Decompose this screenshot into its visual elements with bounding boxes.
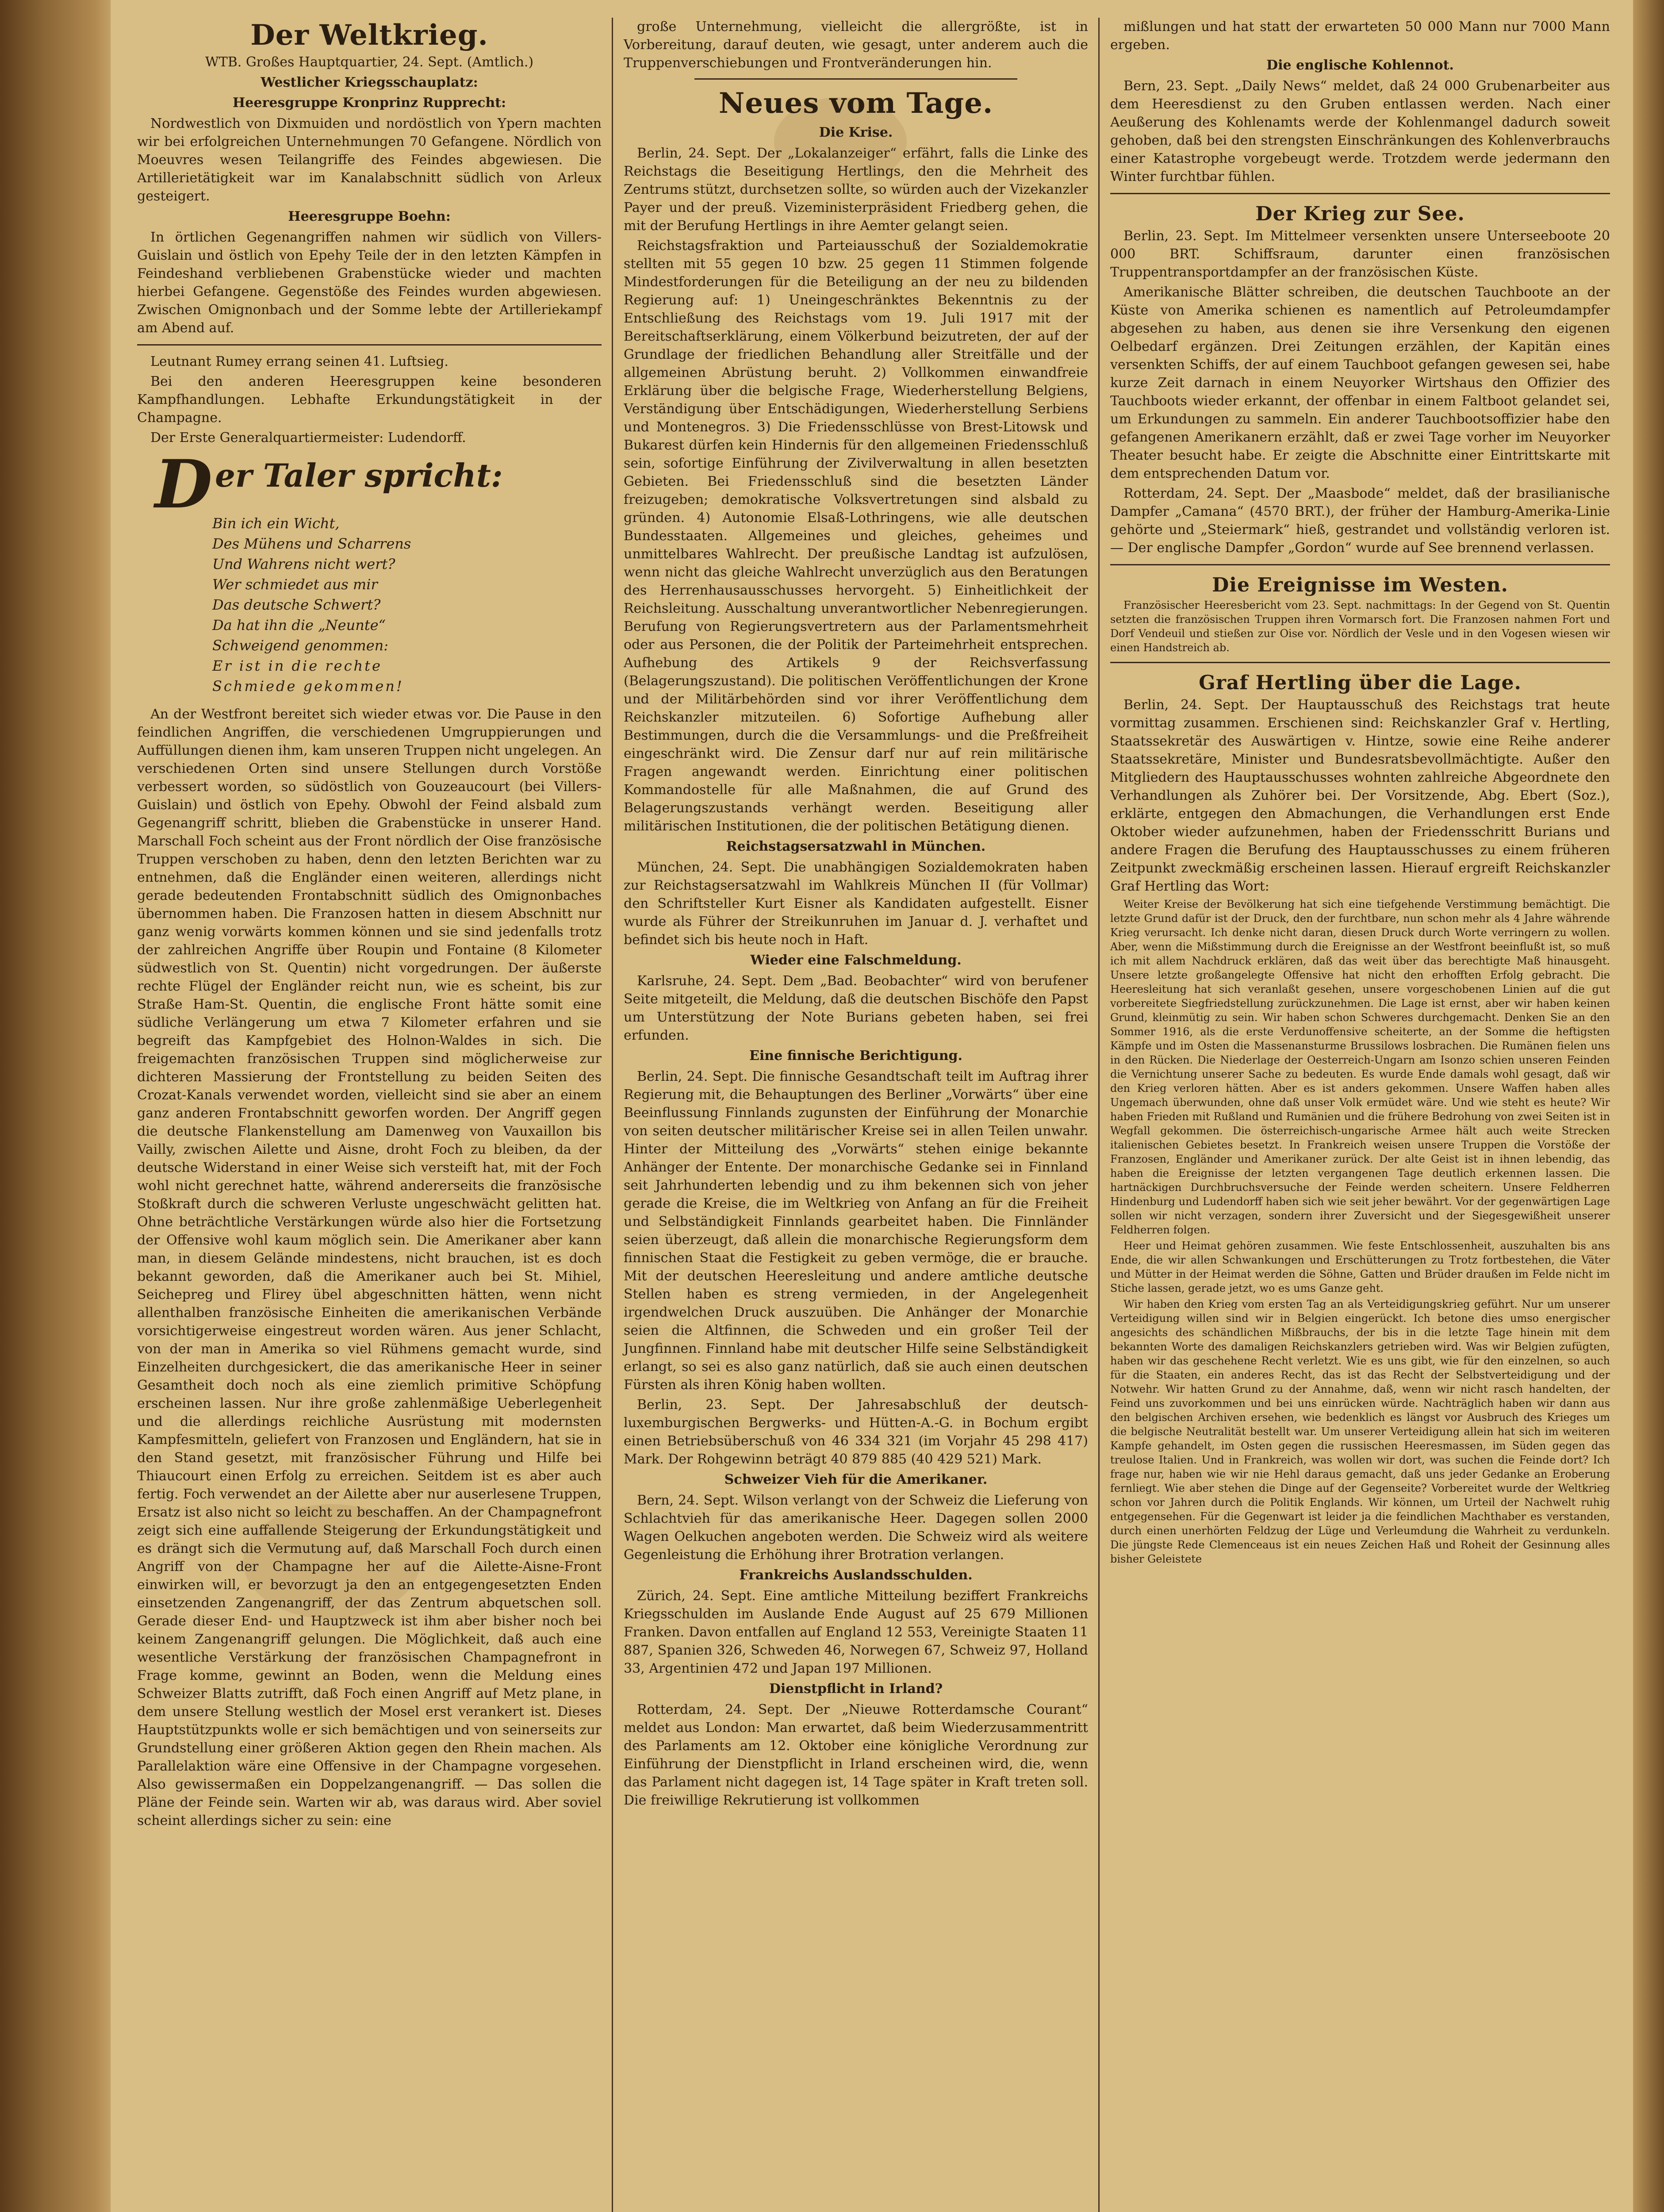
poem-line: Und Wahrens nicht wert?: [212, 556, 395, 572]
wtb-dateline: WTB. Großes Hauptquartier, 24. Sept. (Amtlich.): [205, 54, 534, 70]
subheading-ersatzwahl: Reichstagsersatzwahl in München.: [726, 839, 986, 854]
poem-line: Des Mühens und Scharrens: [212, 535, 411, 552]
poem-line: Er ist in die rechte: [212, 657, 382, 674]
army-group-report: Nordwestlich von Dixmuiden und nordöstlich von Ypern machten wir bei erfolgreichen Unternehmungen 70 Gefangene. Nördlich von Moeuvres wesen Teilangriffe des Feindes abgewiesen. Die Artillerietätigkeit war im Kanalabschnitt südlich von Arleux gesteigert.: [137, 116, 602, 204]
article-french-report: Französischer Heeresbericht vom 23. Sept. nachmittags: In der Gegend von St. Quentin setzten die französischen Truppen ihren Vormarsch fort. Die Franzosen nahmen Fort und Dorf Vendeuil und stießen zur Oise vor. Nördlich der Vesle und in den Vogesen wiesen wir einen Handstreich ab.: [1110, 599, 1610, 654]
article-finnisch: Berlin, 24. Sept. Die finnische Gesandtschaft teilt im Auftrag ihrer Regierung mit, die Behauptungen des Berliner „Vorwärts“ über eine Beeinflussung Finnlands zugunsten der Einführung der Monarchie von seiten deutscher militärischer Kreise sei in allen Teilen unwahr. Hinter der Mitteilung des „Vorwärts“ stehen einige bekannte Anhänger der Entente. Der monarchische Gedanke sei in Finnland seit Jahrhunderten lebendig und zu ihm bekennen sich von jeher gerade die Kreise, die im Weltkrieg von Anfang an für die Freiheit und Selbständigkeit Finnlands gearbeitet haben. Die Finnländer seien überzeugt, daß allein die monarchische Regierungsform dem finnischen Staat die Festigkeit zu geben vermöge, die er brauche. Mit der deutschen Heeresleitung und andere amtliche deutsche Stellen haben es streng vermieden, in der Angelegenheit irgendwelchen Druck auszuüben. Die Anhänger der Monarchie seien die Altfinnen, die Schweden und ein großer Teil der Jungfinnen. Finnland habe mit deutscher Hilfe seine Selbständigkeit erlangt, so sei es also ganz natürlich, daß sie auch einen deutschen Fürsten als ihren König haben wollten.: [624, 1069, 1088, 1393]
section-west: Westlicher Kriegsschauplatz:: [261, 75, 478, 90]
divider: [694, 78, 1017, 80]
army-group-report: In örtlichen Gegenangriffen nahmen wir südlich von Villers-Guislain und östlich von Epehy Teile der in den letzten Kämpfen in Feindeshand verbliebenen Grabenstücke wieder und machten hierbei Gefangene. Gegenstöße des Feindes wurden abgewiesen. Zwischen Omignonbach und der Somme lebte der Artilleriekampf am Abend auf.: [137, 230, 602, 336]
column-2: [615, 18, 1097, 2212]
rumey-note: Leutnant Rumey errang seinen 41. Luftsieg.: [150, 354, 449, 369]
column-rule: [1098, 18, 1100, 2212]
article-see-1: Berlin, 23. Sept. Im Mittelmeer versenkten unsere Unterseeboote 20 000 BRT. Schiffsraum, darunter einen französischen Truppentransportdampfer an der französischen Küste.: [1110, 228, 1610, 280]
poem-line: Schmiede gekommen!: [212, 678, 404, 695]
article-luxemburg: Berlin, 23. Sept. Der Jahresabschluß der deutsch-luxemburgischen Bergwerks- und Hütten-A.-G. in Bochum ergibt einen Betriebsüberschuß von 46 334 321 (im Vorjahr 45 298 417) Mark. Der Rohgewinn beträgt 40 879 885 (40 429 521) Mark.: [624, 1397, 1088, 1467]
army-group-heading: Heeresgruppe Kronprinz Rupprecht:: [232, 95, 506, 111]
other-groups-note: Bei den anderen Heeresgruppen keine besonderen Kampfhandlungen. Lebhafte Erkundungstätigkeit in der Champagne.: [137, 374, 602, 426]
subheading-kohlennot: Die englische Kohlennot.: [1266, 58, 1454, 73]
continued-text: mißlungen und hat statt der erwarteten 50 000 Mann nur 7000 Mann ergeben.: [1110, 19, 1610, 53]
article-kohlennot: Bern, 23. Sept. „Daily News“ meldet, daß 24 000 Grubenarbeiter aus dem Heeresdienst zu den Gruben entlassen werden. Nach einer Aeußerung des Kohlenamts werde der Kohlenmangel dadurch soweit gehoben, daß bei den strengsten Einschränkungen des Kohlenverbrauchs einer Katastrophe vorgebeugt werde. Trotzdem werde jedermann den Winter furchtbar fühlen.: [1110, 78, 1610, 184]
newspaper-page: [111, 0, 1633, 2212]
poem-line: Das deutsche Schwert?: [212, 596, 381, 613]
subheading-schweizer-vieh: Schweizer Vieh für die Amerikaner.: [724, 1472, 988, 1487]
article-krise: Berlin, 24. Sept. Der „Lokalanzeiger“ erfährt, falls die Linke des Reichstags die Beseitigung Hertlings, den die Mehrheit des Zentrums stützt, durchsetzen sollte, so würden auch der Vizekanzler Payer und der preuß. Vizeministerpräsident Friedberg gehen, die mit der Berufung Hertlings in ihre Aemter gelangt seien.: [624, 146, 1088, 234]
column-1: [128, 18, 610, 2212]
article-ersatzwahl: München, 24. Sept. Die unabhängigen Sozialdemokraten haben zur Reichstagsersatzwahl im Wahlkreis München II (für Vollmar) den Schriftsteller Kurt Eisner als Kandidaten aufgestellt. Eisner wurde als Führer der Streikunruhen im Januar d. J. verhaftet und befindet sich bis heute noch in Haft.: [624, 860, 1088, 948]
poem-title: [155, 445, 602, 523]
army-group-heading: Heeresgruppe Boehn:: [288, 209, 451, 224]
poem-der-taler-spricht: [155, 445, 602, 696]
poem-initial: D: [155, 445, 213, 523]
column-3: [1101, 18, 1619, 2212]
article-schweizer-vieh: Bern, 24. Sept. Wilson verlangt von der Schweiz die Lieferung von Schlachtvieh für das amerikanische Heer. Dagegen sollen 2000 Wagen Oelkuchen angeboten werden. Die Schweiz wird als weitere Gegenleistung die Erhöhung ihrer Brotration verlangen.: [624, 1493, 1088, 1563]
subheading-frankreich-schulden: Frankreichs Auslandsschulden.: [739, 1567, 973, 1583]
poem-line: Wer schmiedet aus mir: [212, 576, 378, 593]
article-see-3: Rotterdam, 24. Sept. Der „Maasbode“ meldet, daß der brasilianische Dampfer „Camana“ (4570 BRT.), der früher der Hamburg-Amerika-Linie gehörte und „Steiermark“ hieß, gestrandet und vollständig verloren ist. — Der englische Dampfer „Gordon“ wurde auf See brennend verlassen.: [1110, 486, 1610, 556]
subheading-falschmeldung: Wieder eine Falschmeldung.: [750, 952, 962, 968]
headline-hertling: Graf Hertling über die Lage.: [1199, 672, 1522, 694]
divider: [1110, 662, 1610, 663]
article-hertling-speech: Wir haben den Krieg vom ersten Tag an als Verteidigungskrieg geführt. Nur um unserer Verteidigung willen sind wir in Belgien eingerückt. Ich betone dies umso energischer angesichts des schändlichen Mißbrauchs, der bis in die letzte Tage hinein mit dem bekannten Worte des damaligen Reichskanzlers getrieben wird. Was wir Belgien zufügten, haben wir das geschehene Recht verletzt. Wie es uns gibt, wie für den einzelnen, so auch für die Staaten, ein anderes Recht, das ist das Recht der Selbstverteidigung und der Notwehr. Wir hatten Grund zu der Annahme, daß, wenn wir nicht rasch handelten, der Feind uns zuvorkommen und bei uns einrücken würde. Nachträglich haben wir dann aus den belgischen Archiven ersehen, wie bedenklich es längst vor Ausbruch des Krieges um die belgische Neutralität bestellt war. Um unserer Verteidigung allein hat sich im weiteren Kampfe gehandelt, im Osten gegen die russischen Heeresmassen, im Süden gegen das treulose Italien. Und in Frankreich, was wollen wir dort, was suchen die Feinde dort? Ich frage nur, haben wie wir nie Hehl daraus gemacht, daß uns jeder Gedanke an Eroberung fernliegt. Wie aber stehen die Dinge auf der Gegenseite? Vorbereitet wurde der Weltkrieg schon vor Jahren durch die Politik Englands. Wir können, um Urteil der Nachwelt ruhig entgegensehen. Für die Gegenwart ist leider ja die feindlichen Machthaber es verstanden, durch einen unerhörten Feldzug der Lüge und Verleumdung die Wahrheit zu verdunkeln. Die jüngste Rede Clemenceaus ist ein neues Zeichen Haß und Roheit der Gesinnung alles bisher Geleistete: [1110, 1298, 1610, 1565]
article-hertling-speech: Heer und Heimat gehören zusammen. Wie feste Entschlossenheit, auszuhalten bis ans Ende, die wir allen Schwankungen und Erschütterungen zu Trotz fortbestehen, die Väter und Mütter in der Heimat werden die Söhne, Gatten und Brüder draußen im Felde nicht im Stiche lassen, gerade jetzt, wo es ums Ganze geht.: [1110, 1240, 1610, 1294]
poem-line: Bin ich ein Wicht,: [212, 515, 340, 532]
headline-weltkrieg: Der Weltkrieg.: [250, 19, 488, 52]
divider: [1110, 564, 1610, 565]
article-hertling-intro: Berlin, 24. Sept. Der Hauptausschuß des Reichstags trat heute vormittag zusammen. Erschienen sind: Reichskanzler Graf v. Hertling, Staatssekretär des Auswärtigen v. Hintze, sowie eine Reihe anderer Staatssekretäre, Minister und Bundesratsbevollmächtigte. Außer den Mitgliedern des Hauptausschusses wohnten zahlreiche Abgeordnete den Verhandlungen als Zuhörer bei. Der Vorsitzende, Abg. Ebert (Soz.), erklärte, entgegen den Abmachungen, die Verhandlungen erst Ende Oktober wieder aufzunehmen, haben der Friedensschritt Burians und andere Fragen die Berufung des Hauptausschusses zu einem früheren Zeitpunkt zweckmäßig erscheinen lassen. Hierauf ergreift Reichskanzler Graf Hertling das Wort:: [1110, 697, 1610, 894]
article-hertling-speech: Weiter Kreise der Bevölkerung hat sich eine tiefgehende Verstimmung bemächtigt. Die letzte Grund dafür ist der Druck, den der furchtbare, nun schon mehr als 4 Jahre währende Krieg verursacht. Ich denke nicht daran, diesen Druck durch Worte verringern zu wollen. Aber, wenn die Mißstimmung durch die Ereignisse an der Westfront beeinflußt ist, so muß ich mit allem Nachdruck erklären, daß das weit über das berechtigte Maß hinausgeht. Unsere letzte großangelegte Offensive hat nicht den erhofften Erfolg gebracht. Die Heeresleitung hat sich veranlaßt gesehen, unsere vorgeschobenen Linien auf die gut vorbereitete Siegfriedstellung zurückzunehmen. Die Lage ist ernst, aber wir haben keinen Grund, kleinmütig zu sein. Wir haben schon Schweres durchgemacht. Denken Sie an den Sommer 1916, als die erste Verdunoffensive scheiterte, an der Somme die heftigsten Kämpfe und im Osten die Massenansturme Brussilows losbrachen. Die Rumänen fielen uns in den Rücken. Die Niederlage der Oesterreich-Ungarn am Isonzo schien unseren Feinden die Vernichtung unserer Sache zu bedeuten. Es wurde Ende damals wohl gesagt, daß wir den Krieg verloren hätten. Aber es ist anders gekommen. Unsere Waffen haben alles Ungemach überwunden, ohne daß unser Volk ermüdet wäre. Und wie steht es heute? Wir haben Frieden mit Rußland und Rumänien und die frühere Bedrohung von zwei Seiten ist in Wegfall gekommen. Die österreichisch-ungarische Armee hält auch weite Strecken italienischen Gebietes besetzt. In Frankreich weisen unsere Truppen die Vorstöße der Franzosen, Engländer und Amerikaner zurück. Der alte Geist ist in ihnen lebendig, das haben die Ereignisse der letzten vergangenen Tage deutlich erkennen lassen. Die hartnäckigen Durchbruchsversuche der Feinde werden scheitern. Unsere Feldherren Hindenburg und Ludendorff haben sich wie seit jeher bewährt. Vor der gegenwärtigen Lage sollen wir nicht verzagen, sondern ihrer Zuversicht und der Siegesgewißheit unserer Feldherren folgen.: [1110, 898, 1610, 1236]
continued-text: große Unternehmung, vielleicht die allergrößte, ist in Vorbereitung, darauf deuten, wie gesagt, unter anderem auch die Truppenverschiebungen und Frontveränderungen hin.: [624, 19, 1088, 71]
article-krise-demands: Reichstagsfraktion und Parteiausschuß der Sozialdemokratie stellten mit 55 gegen 10 bzw. 25 gegen 11 Stimmen folgende Mindestforderungen für die Beteiligung an der neu zu bildenden Regierung auf: 1) Uneingeschränktes Bekenntnis zu der Entschließung des Reichstags vom 19. Juli 1917 mit der Bereitschaftserklärung, einem Völkerbund beizutreten, der auf der Grundlage der friedlichen Behandlung aller Streitfälle und der allgemeinen Abrüstung beruht. 2) Vollkommen einwandfreie Erklärung über die belgische Frage, Wiederherstellung Belgiens, Verständigung über Entschädigungen, Wiederherstellung Serbiens und Montenegros. 3) Die Friedensschlüsse von Brest-Litowsk und Bukarest dürfen kein Hindernis für den allgemeinen Friedensschluß sein, sofortige Einführung der Zivilverwaltung in allen besetzten Gebieten. Bei Friedensschluß sind die besetzten Länder freizugeben; demokratische Volksvertretungen sind alsbald zu gründen. 4) Autonomie Elsaß-Lothringens, wie alle deutschen Bundesstaaten. Allgemeines und gleiches, geheimes und unmittelbares Wahlrecht. Der preußische Landtag ist aufzulösen, wenn nicht das gleiche Wahlrecht unverzüglich aus den Beratungen des Herrenhausausschusses hervorgeht. 5) Einheitlichkeit der Reichsleitung. Ausschaltung unverantwortlicher Nebenregierungen. Berufung von Regierungsvertretern aus der Parlamentsmehrheit oder aus Personen, die der Politik der Parteimehrheit entsprechen. Aufhebung des Artikels 9 der Reichsverfassung (Belagerungszustand). Die politischen Veröffentlichungen der Krone und der Militärbehörden sind vor ihrer Veröffentlichung dem Reichskanzler mitzuteilen. 6) Sofortige Aufhebung aller Bestimmungen, durch die die Versammlungs- und die Preßfreiheit eingeschränkt wird. Die Zensur darf nur auf rein militärische Fragen angewandt werden. Einrichtung einer politischen Kommandostelle für alle Maßnahmen, die auf Grund des Belagerungszustands verhängt werden. Beseitigung aller militärischen Institutionen, die der politischen Betätigung dienen.: [624, 238, 1088, 834]
headline-neues-vom-tage: Neues vom Tage.: [718, 87, 993, 120]
subheading-krise: Die Krise.: [819, 125, 893, 140]
headline-krieg-zur-see: Der Krieg zur See.: [1255, 203, 1465, 225]
divider: [137, 344, 602, 346]
column-rule: [612, 18, 613, 2212]
divider: [1110, 193, 1610, 194]
westfront-article: An der Westfront bereitet sich wieder etwas vor. Die Pause in den feindlichen Angriffen, die verschiedenen Umgruppierungen und Auffüllungen dienen ihm, kam unseren Truppen nicht ungelegen. An verschiedenen Orten sind unsere Stellungen durch Vorstöße verbessert worden, so südöstlich von Gouzeaucourt (bei Villers-Guislain) und östlich von Epehy. Obwohl der Feind alsbald zum Gegenangriff schritt, blieben die Grabenstücke in unserer Hand. Marschall Foch scheint aus der Front nördlich der Oise französische Truppen verschoben zu haben, denn den letzten Berichten war zu entnehmen, daß die Engländer einen weiteren, allerdings nicht gerade bedeutenden Frontabschnitt südlich des Omignonbaches übernommen haben. Die Franzosen hatten in diesem Abschnitt nur ganz wenig vorwärts kommen können und sie sind jedenfalls trotz der zahlreichen Angriffe über Roupin und Fontaine (8 Kilometer südwestlich von St. Quentin) nicht vorgedrungen. Der äußerste rechte Flügel der Engländer reicht nun, wie es scheint, bis zur Straße Ham-St. Quentin, die englische Front hätte somit eine südliche Verlängerung um etwa 7 Kilometer erfahren und sie begreift das Kampfgebiet des Holnon-Waldes in sich. Die freigemachten französischen Truppen sind möglicherweise zur dichteren Massierung der Frontstellung zu beiden Seiten des Crozat-Kanals verwendet worden, vielleicht sind sie aber an einem ganz anderen Frontabschnitt geworfen worden. Der Angriff gegen die deutsche Flankenstellung am Damenweg von Vauxaillon bis Vailly, zwischen Ailette und Aisne, droht Foch zu bleiben, da der deutsche Widerstand in einer Weise sich versteift hat, mit der Foch wohl nicht gerechnet hatte, während andererseits die französische Stoßkraft durch die schweren Verluste ungeschwächt gelitten hat. Ohne beträchtliche Verstärkungen würde also hier die Fortsetzung der Offensive wohl kaum möglich sein. Die Amerikaner aber kann man, in diesem Gelände mindestens, nicht brauchen, ist es doch bekannt geworden, daß die Amerikaner auch bei St. Mihiel, Seichepreg und Flirey übel abgeschnitten hätten, wenn nicht allenthalben französische Einheiten die amerikanischen Verbände vorsichtigerweise eingestreut worden wären. Aus jener Schlacht, von der man in Amerika so viel Rühmens gemacht wurde, sind Einzelheiten durchgesickert, die das amerikanische Heer in seiner Gesamtheit doch noch als eine ziemlich primitive Schöpfung erscheinen lassen. Nur ihre große zahlenmäßige Ueberlegenheit und die allerdings reichliche Ausrüstung mit modernsten Kampfesmitteln, geliefert von Franzosen und Engländern, hat sie in den Stand gesetzt, mit französischer Führung und Hilfe bei Thiaucourt einen Erfolg zu erreichen. Seitdem ist es aber auch fertig. Foch verwendet an der Ailette aber nur auserlesene Truppen, Ersatz ist also nicht so leicht zu beschaffen. An der Champagnefront zeigt sich eine auffallende Steigerung der Erkundungstätigkeit und es drängt sich die Vermutung auf, daß Marschall Foch durch einen Angriff von der Champagne her auf die Ailette-Aisne-Front einwirken will, er bevorzugt ja den an entgegengesetzten Enden einsetzenden Zangenangriff, der das Zentrum abquetschen soll. Gerade dieser End- und Hauptzweck ist ihm aber bisher noch bei keinem Zangenangriff gelungen. Die Möglichkeit, daß auch eine wesentliche Verstärkung der französischen Champagnefront in Frage komme, gewinnt an Boden, wenn die Meldung eines Schweizer Blatts zutrifft, daß Foch einen Angriff auf Metz plane, in dem unsere Stellung westlich der Mosel erst verankert ist. Dieses Hauptstützpunkts wolle er sich bemächtigen und von seinerseits zur Grundstellung einer größeren Aktion gegen den Rhein machen. Als Parallelaktion wäre eine Offensive in der Champagne vorgesehen. Also gewissermaßen ein Doppelzangenangriff. — Das sollen die Pläne der Feinde sein. Warten wir ab, was daraus wird. Aber soviel scheint allerdings sicher zu sein: eine: [137, 707, 602, 1828]
book-binding: [0, 0, 111, 2212]
article-frankreich-schulden: Zürich, 24. Sept. Eine amtliche Mitteilung beziffert Frankreichs Kriegsschulden im Auslande Ende August auf 25 679 Millionen Franken. Davon entfallen auf England 12 553, Vereinigte Staaten 11 887, Spanien 326, Schweden 46, Norwegen 67, Schweiz 97, Holland 33, Argentinien 472 und Japan 197 Millionen.: [624, 1588, 1088, 1676]
poem-line: Schweigend genommen:: [212, 637, 389, 654]
article-falschmeldung: Karlsruhe, 24. Sept. Dem „Bad. Beobachter“ wird von berufener Seite mitgeteilt, die Meldung, daß die deutschen Bischöfe den Papst um Unterstützung der Note Burians gebeten haben, sei frei erfunden.: [624, 973, 1088, 1043]
poem-title-text: er Taler spricht:: [215, 457, 503, 494]
headline-ereignisse-westen: Die Ereignisse im Westen.: [1212, 574, 1508, 596]
article-irland: Rotterdam, 24. Sept. Der „Nieuwe Rotterdamsche Courant“ meldet aus London: Man erwartet, daß beim Wiederzusammentritt des Parlaments am 12. Oktober eine königliche Verordnung zur Einführung der Dienstpflicht in Irland erscheinen wird, die, wenn das Parlament nicht dagegen ist, 14 Tage später in Kraft treten soll. Die freiwillige Rekrutierung ist vollkommen: [624, 1702, 1088, 1808]
signature-ludendorff: Der Erste Generalquartiermeister: Ludendorff.: [150, 430, 466, 445]
page-edge: [1633, 0, 1664, 2212]
subheading-irland: Dienstpflicht in Irland?: [769, 1681, 943, 1697]
subheading-finnisch: Eine finnische Berichtigung.: [749, 1048, 962, 1064]
poem-line: Da hat ihn die „Neunte“: [212, 617, 386, 634]
article-see-2: Amerikanische Blätter schreiben, die deutschen Tauchboote an der Küste von Amerika schienen es namentlich auf Petroleumdampfer abgesehen zu haben, aus denen sie ihre Versenkung den eigenen Oelbedarf ergänzen. Drei Zeitungen erzählen, der Kapitän eines versenkten Schiffs, der auf einem Tauchboot gefangen gewesen sei, habe kurze Zeit darnach in einem Neuyorker Wirtshaus den Offizier des Tauchboots wieder erkannt, der offenbar in einem Faltboot gelandet sei, um Erkundungen zu sammeln. Ein anderer Tauchbootsoffizier habe den gefangenen Amerikanern erzählt, daß er zwei Tage vorher im Neuyorker Theater besucht habe. Er zeigte die Abschnitte einer Eintrittskarte mit dem entsprechenden Datum vor.: [1110, 284, 1610, 481]
